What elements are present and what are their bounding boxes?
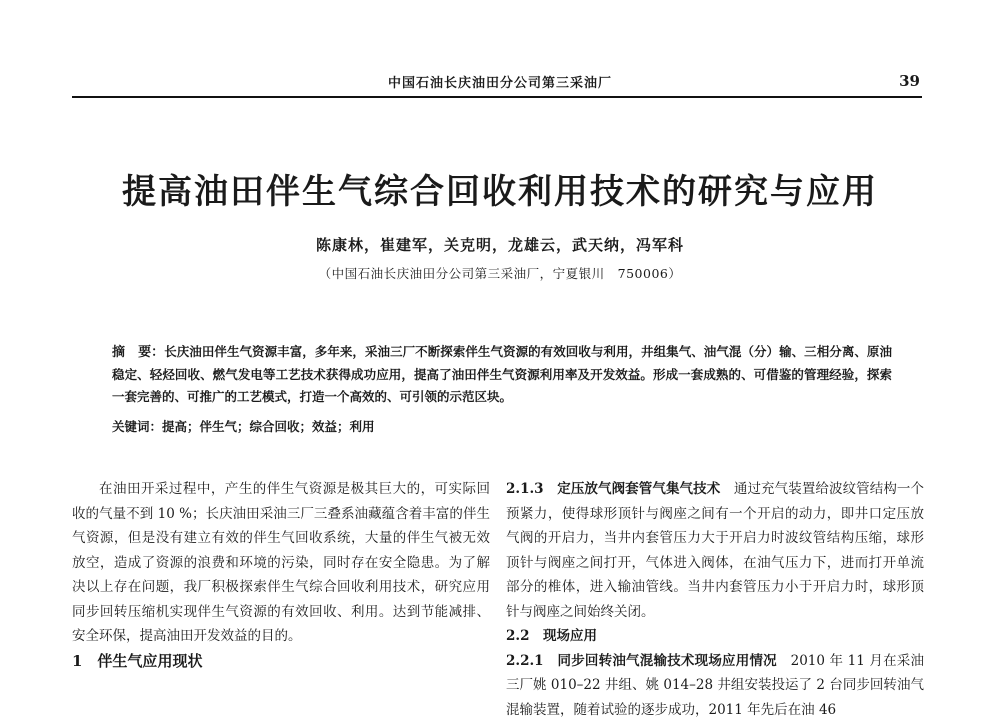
- subsection-2-1-3-heading: 2.1.3 定压放气阀套管气集气技术: [506, 481, 720, 497]
- page-number: 39: [899, 72, 920, 90]
- abstract-text: 长庆油田伴生气资源丰富，多年来，采油三厂不断探索伴生气资源的有效回收与利用，井组集气、油气混（分）输、三相分离、原油稳定、轻烃回收、燃气发电等工艺技术获得成功应用，提高了油田伴生气资源利用率及开发效益。形成一套成熟的、可借鉴的管理经验，探索一套完善的、可推广的工艺模式，打造一个高效的、可引领的示范区块。: [112, 344, 892, 404]
- abstract: [112, 341, 892, 408]
- section-heading-2-2: 2.2 现场应用: [506, 624, 924, 649]
- author-affiliation: （中国石油长庆油田分公司第三采油厂，宁夏银川 750006）: [0, 264, 1000, 282]
- keywords-label: 关键词：: [112, 419, 162, 434]
- body-column-right: [506, 477, 924, 722]
- intro-paragraph: 在油田开采过程中，产生的伴生气资源是极其巨大的，可实际回收的气量不到 10 %；长庆油田采油三厂三叠系油藏蕴含着丰富的伴生气资源，但是没有建立有效的伴生气回收系统，大量的伴生气被无效放空，造成了资源的浪费和环境的污染，同时存在安全隐患。为了解决以上存在问题，我厂积极探索伴生气综合回收利用技术，研究应用同步回转压缩机实现伴生气资源的有效回收、利用。达到节能减排、安全环保，提高油田开发效益的目的。: [72, 477, 490, 649]
- keywords: [112, 417, 892, 435]
- article-title: 提高油田伴生气综合回收利用技术的研究与应用: [0, 164, 1000, 213]
- running-header-title: 中国石油长庆油田分公司第三采油厂: [0, 72, 1000, 91]
- body-column-left: [72, 477, 490, 673]
- subsection-2-1-3: [506, 477, 924, 624]
- keywords-text: 提高；伴生气；综合回收；效益；利用: [162, 419, 375, 434]
- header-rule: [72, 96, 922, 98]
- author-list: 陈康林，崔建军，关克明，龙雄云，武天纳，冯军科: [0, 234, 1000, 255]
- subsection-2-1-3-text: 通过充气装置给波纹管结构一个预紧力，使得球形顶针与阀座之间有一个开启的动力，即井口定压放气阀的开启力，当井内套管压力大于开启力时波纹管结构压缩，球形顶针与阀座之间打开，气体进入阀体，在油气压力下，进而打开单流部分的椎体，进入输油管线。当井内套管压力小于开启力时，球形顶针与阀座之间始终关闭。: [506, 481, 924, 620]
- subsection-2-2-1-text: 2010 年 11 月在采油三厂姚 010–22 井组、姚 014–28 井组安装投运了 2 台同步回转油气混输装置，随着试验的逐步成功，2011 年先后在油 46: [506, 653, 924, 718]
- subsection-2-2-1-heading: 2.2.1 同步回转油气混输技术现场应用情况: [506, 653, 777, 669]
- section-heading-1: 1 伴生气应用现状: [72, 649, 490, 674]
- abstract-label: 摘 要：: [112, 345, 164, 360]
